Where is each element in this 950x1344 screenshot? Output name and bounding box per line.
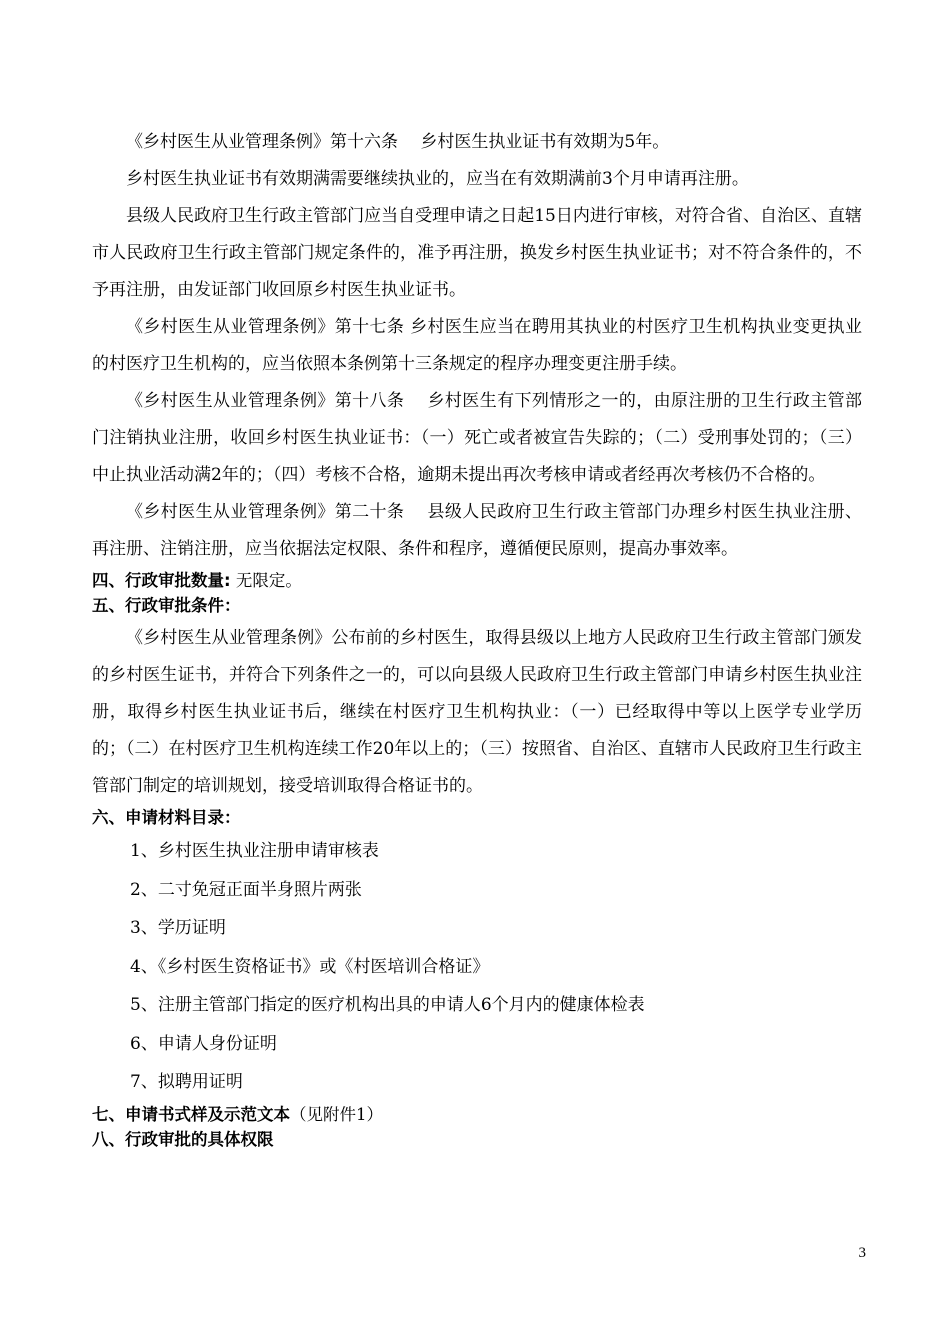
renewal-deadline-paragraph: 乡村医生执业证书有效期满需要继续执业的，应当在有效期满前3个月申请再注册。 (126, 169, 749, 189)
list-item: 6、申请人身份证明 (130, 1033, 277, 1054)
list-item: 5、注册主管部门指定的医疗机构出具的申请人6个月内的健康体检表 (130, 995, 645, 1015)
review-paragraph: 县级人民政府卫生行政主管部门应当自受理申请之日起15日内进行审核，对符合省、自治区、直辖市人民政府卫生行政主管部门规定条件的，准予再注册，换发乡村医生执业证书；对不符合条件的，不予再注册，由发证部门收回原乡村医生执业证书。 (92, 206, 862, 300)
document-body (92, 124, 862, 1152)
article-18-paragraph: 《乡村医生从业管理条例》第十八条 乡村医生有下列情形之一的，由原注册的卫生行政主管部门注销执业注册，收回乡村医生执业证书：（一）死亡或者被宣告失踪的；（二）受刑事处罚的；（三）中止执业活动满2年的；（四）考核不合格，逾期未提出再次考核申请或者经再次考核仍不合格的。 (92, 391, 862, 485)
list-item: 3、学历证明 (130, 918, 226, 938)
article-17-paragraph: 《乡村医生从业管理条例》第十七条 乡村医生应当在聘用其执业的村医疗卫生机构执业变更执业的村医疗卫生机构的，应当依照本条例第十三条规定的程序办理变更注册手续。 (92, 317, 862, 374)
section-6-heading: 六、申请材料目录： (92, 808, 241, 827)
materials-list (92, 832, 862, 1102)
section-4-heading (92, 568, 862, 593)
list-item: 1、乡村医生执业注册申请审核表 (130, 841, 379, 861)
section-7-title: 七、申请书式样及示范文本 (92, 1104, 290, 1124)
section-7-note: （见附件1） (290, 1104, 383, 1124)
section-8-heading: 八、行政审批的具体权限 (92, 1129, 274, 1149)
list-item: 7、拟聘用证明 (130, 1072, 243, 1092)
page-number: 3 (858, 1245, 866, 1261)
section-5-paragraph: 《乡村医生从业管理条例》公布前的乡村医生，取得县级以上地方人民政府卫生行政主管部门颁发的乡村医生证书，并符合下列条件之一的，可以向县级人民政府卫生行政主管部门申请乡村医生执业注册，取得乡村医生执业证书后，继续在村医疗卫生机构执业：（一）已经取得中等以上医学专业学历的；（二）在村医疗卫生机构连续工作20年以上的；（三）按照省、自治区、直辖市人民政府卫生行政主管部门制定的培训规划，接受培训取得合格证书的。 (92, 628, 862, 796)
list-item: 4、《乡村医生资格证书》或《村医培训合格证》 (130, 956, 490, 977)
section-4-title: 四、行政审批数量: (92, 571, 231, 590)
section-4-value: 无限定。 (230, 571, 302, 590)
section-5-heading: 五、行政审批条件： (92, 596, 241, 615)
article-16-paragraph: 《乡村医生从业管理条例》第十六条 乡村医生执业证书有效期为5年。 (126, 132, 670, 152)
section-7-heading (92, 1102, 862, 1127)
list-item: 2、二寸免冠正面半身照片两张 (130, 879, 362, 900)
article-20-paragraph: 《乡村医生从业管理条例》第二十条 县级人民政府卫生行政主管部门办理乡村医生执业注册、再注册、注销注册，应当依据法定权限、条件和程序，遵循便民原则，提高办事效率。 (92, 502, 862, 559)
